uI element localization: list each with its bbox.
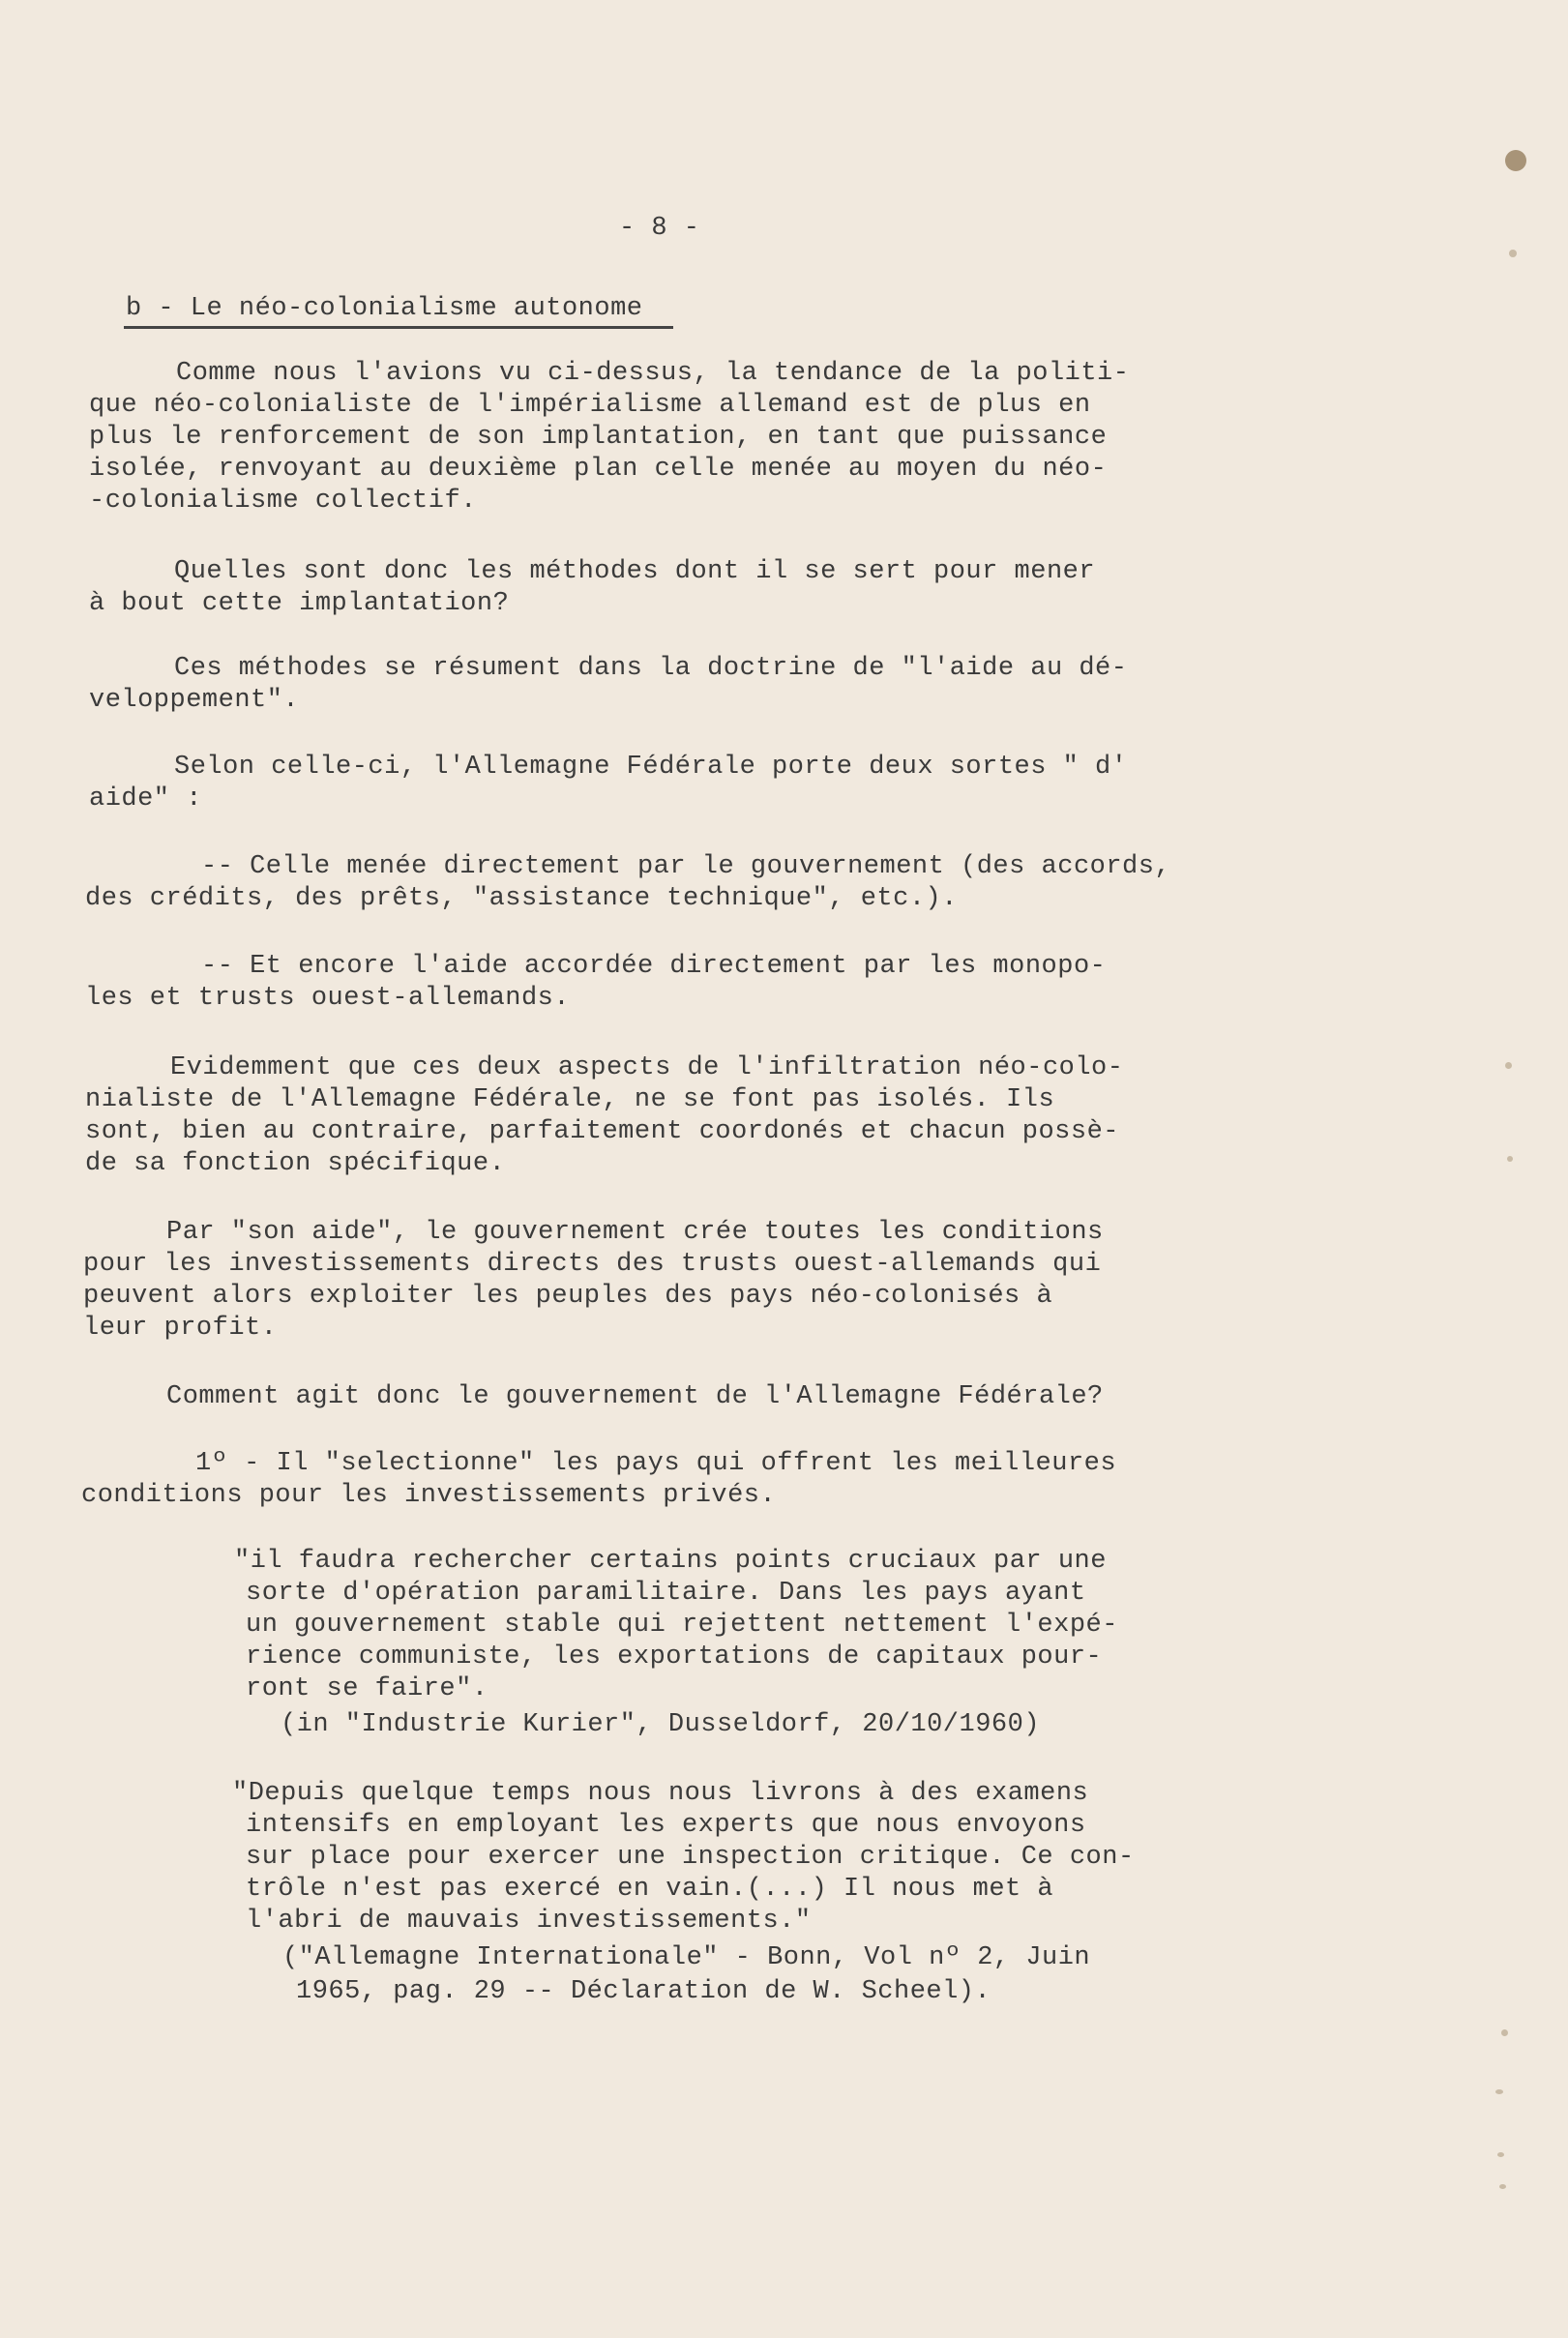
quote-line: un gouvernement stable qui rejettent nettement l'expé- bbox=[246, 1611, 1118, 1640]
quote-line: sorte d'opération paramilitaire. Dans les pays ayant bbox=[246, 1579, 1086, 1608]
quote-citation: 1965, pag. 29 -- Déclaration de W. Scheel). bbox=[296, 1977, 991, 2006]
paper-mark bbox=[1507, 1156, 1513, 1162]
body-line: de sa fonction spécifique. bbox=[85, 1149, 506, 1178]
section-heading: b - Le néo-colonialisme autonome bbox=[126, 294, 643, 323]
body-line: -- Et encore l'aide accordée directement par les monopo- bbox=[201, 952, 1107, 981]
quote-line: "il faudra rechercher certains points cruciaux par une bbox=[234, 1547, 1107, 1576]
page-number: - 8 - bbox=[619, 214, 700, 243]
body-line: les et trusts ouest-allemands. bbox=[85, 984, 571, 1013]
body-line: isolée, renvoyant au deuxième plan celle menée au moyen du néo- bbox=[89, 455, 1108, 484]
quote-line: sur place pour exercer une inspection critique. Ce con- bbox=[246, 1843, 1135, 1872]
quote-line: intensifs en employant les experts que nous envoyons bbox=[246, 1811, 1086, 1840]
body-line: -- Celle menée directement par le gouvernement (des accords, bbox=[201, 852, 1171, 881]
body-line: Evidemment que ces deux aspects de l'infiltration néo-colo- bbox=[170, 1053, 1124, 1082]
body-line: Selon celle-ci, l'Allemagne Fédérale porte deux sortes " d' bbox=[174, 753, 1128, 782]
paper-mark bbox=[1499, 2184, 1506, 2189]
paper-mark bbox=[1497, 2152, 1504, 2157]
paper-mark bbox=[1505, 150, 1526, 171]
quote-line: rience communiste, les exportations de capitaux pour- bbox=[246, 1643, 1103, 1672]
paper-mark bbox=[1495, 2089, 1503, 2094]
quote-line: trôle n'est pas exercé en vain.(...) Il nous met à bbox=[246, 1875, 1054, 1904]
body-line: Quelles sont donc les méthodes dont il se sert pour mener bbox=[174, 557, 1096, 586]
quote-citation: ("Allemagne Internationale" - Bonn, Vol nº 2, Juin bbox=[282, 1943, 1091, 1972]
paper-mark bbox=[1509, 250, 1517, 257]
heading-underline bbox=[124, 326, 673, 329]
quote-line: l'abri de mauvais investissements." bbox=[246, 1907, 812, 1936]
paper-mark bbox=[1501, 2029, 1508, 2036]
body-line: -colonialisme collectif. bbox=[89, 487, 477, 516]
body-line: que néo-colonialiste de l'impérialisme allemand est de plus en bbox=[89, 391, 1091, 420]
body-line: Comme nous l'avions vu ci-dessus, la tendance de la politi- bbox=[176, 359, 1130, 388]
body-line: Par "son aide", le gouvernement crée toutes les conditions bbox=[166, 1218, 1104, 1247]
quote-line: ront se faire". bbox=[246, 1674, 488, 1703]
quote-line: "Depuis quelque temps nous nous livrons à des examens bbox=[232, 1779, 1089, 1808]
body-line: veloppement". bbox=[89, 686, 300, 715]
body-line: plus le renforcement de son implantation, en tant que puissance bbox=[89, 423, 1108, 452]
body-line: Comment agit donc le gouvernement de l'Allemagne Fédérale? bbox=[166, 1382, 1104, 1411]
body-line: conditions pour les investissements privés. bbox=[81, 1481, 777, 1510]
body-line: peuvent alors exploiter les peuples des pays néo-colonisés à bbox=[83, 1282, 1053, 1311]
body-line: leur profit. bbox=[83, 1314, 278, 1343]
body-line: aide" : bbox=[89, 784, 202, 814]
body-line: des crédits, des prêts, "assistance technique", etc.). bbox=[85, 884, 958, 913]
body-line: sont, bien au contraire, parfaitement coordonés et chacun possè- bbox=[85, 1117, 1119, 1146]
body-line: à bout cette implantation? bbox=[89, 589, 510, 618]
body-line: pour les investissements directs des trusts ouest-allemands qui bbox=[83, 1250, 1102, 1279]
body-line: nialiste de l'Allemagne Fédérale, ne se font pas isolés. Ils bbox=[85, 1085, 1055, 1114]
body-line: 1º - Il "selectionne" les pays qui offrent les meilleures bbox=[195, 1449, 1117, 1478]
paper-mark bbox=[1505, 1062, 1512, 1069]
body-line: Ces méthodes se résument dans la doctrine de "l'aide au dé- bbox=[174, 654, 1128, 683]
quote-citation: (in "Industrie Kurier", Dusseldorf, 20/10/1960) bbox=[281, 1710, 1041, 1739]
